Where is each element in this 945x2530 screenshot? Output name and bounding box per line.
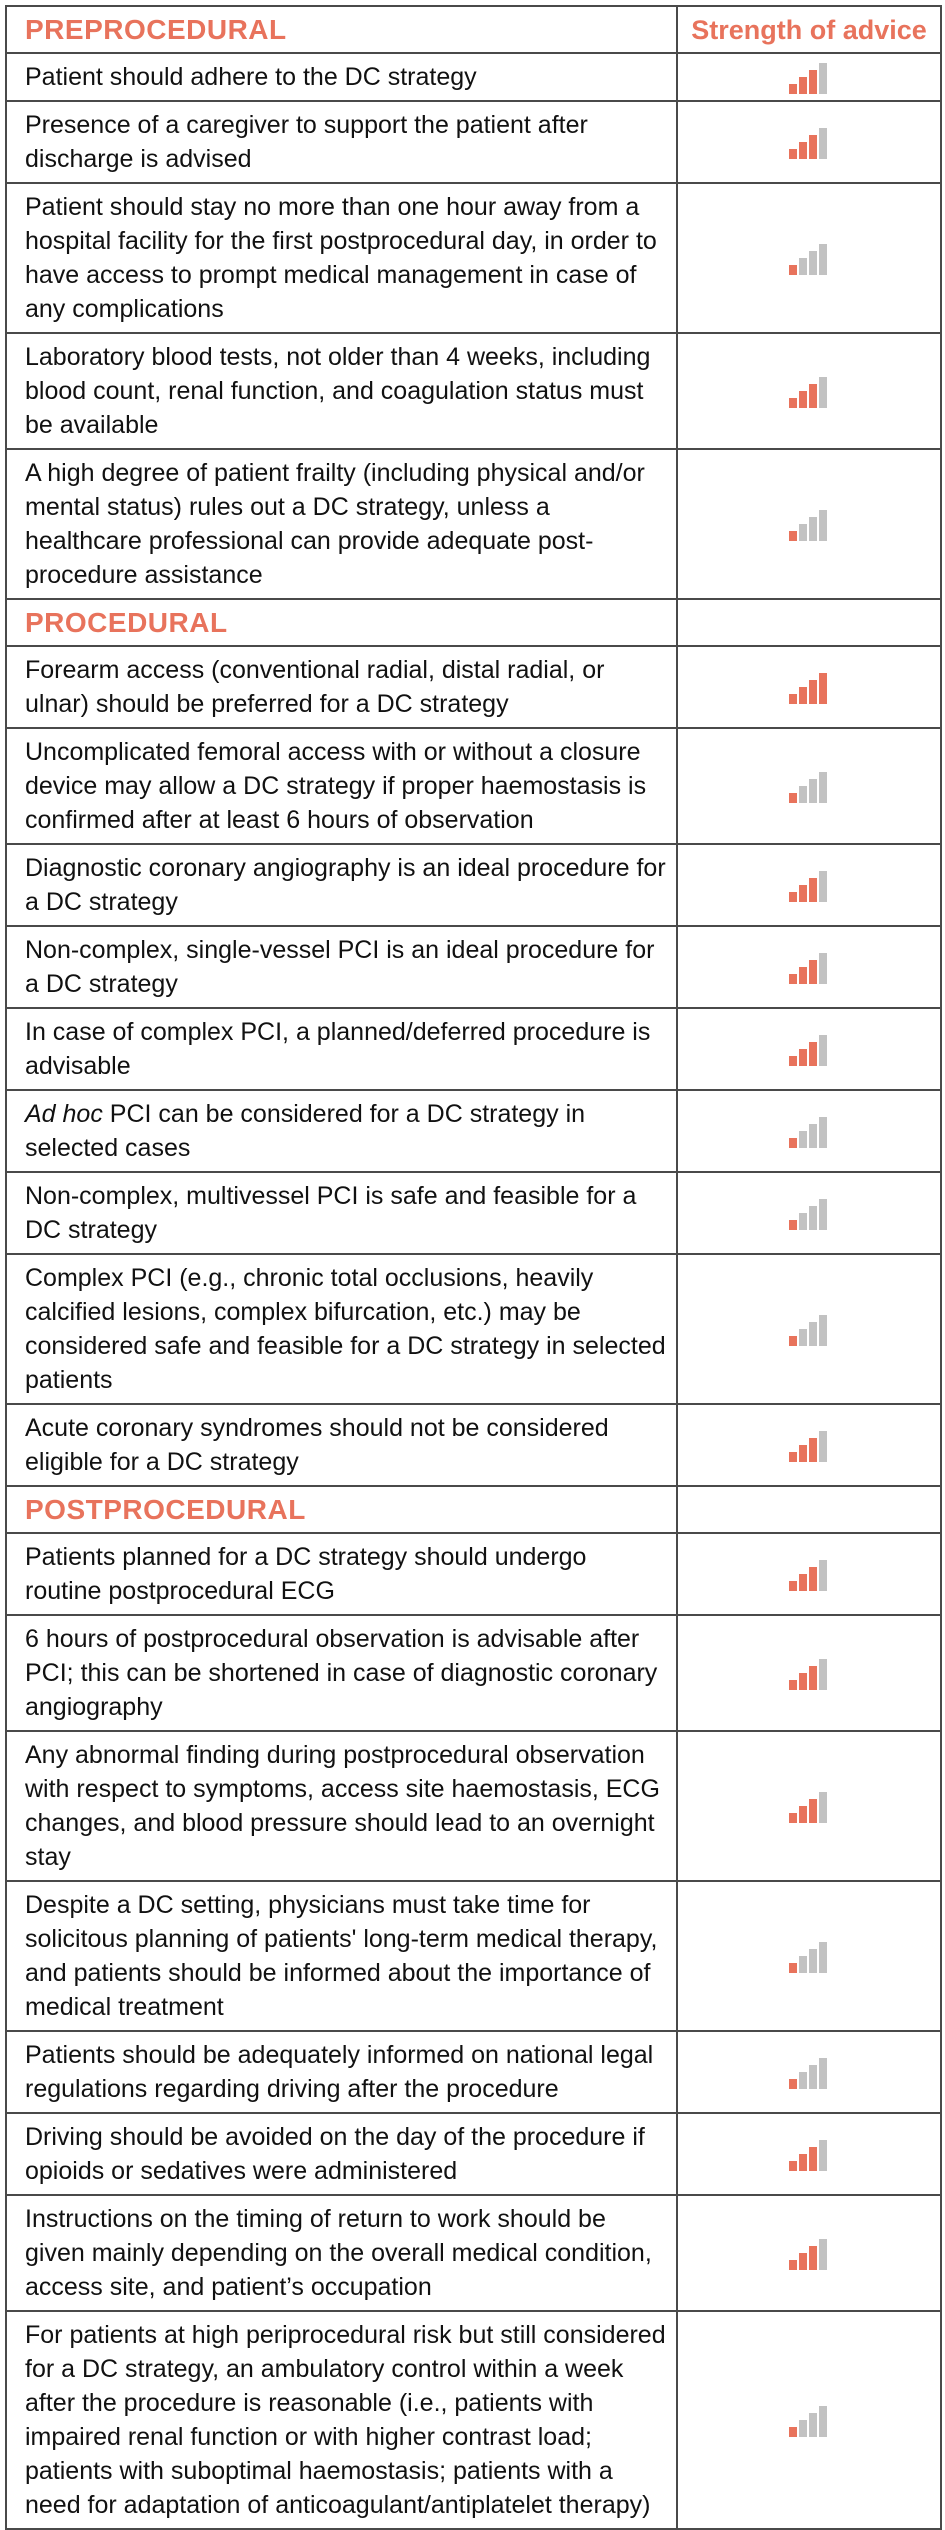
strength-bar bbox=[799, 2253, 807, 2270]
recommendation-body: Presence of a caregiver to support the patient after discharge is advised bbox=[25, 111, 588, 173]
recommendation-body: Despite a DC setting, physicians must take time for solicitous planning of patients' long-term medical therapy, and patients should be informed about the importance of medical treatment bbox=[25, 1891, 658, 2021]
recommendation-body: For patients at high periprocedural risk but still considered for a DC strategy, an ambulatory control within a week after the procedure is reasonable (i.e., patients with impaired renal function or with higher contrast load; patients with suboptimal haemostasis; patients with a need for adaptation of anticoagulant/antiplatelet therapy) bbox=[25, 2321, 666, 2519]
recommendation-cell bbox=[6, 2031, 677, 2113]
recommendation-text bbox=[25, 108, 666, 176]
strength-bars-icon bbox=[789, 242, 829, 276]
recommendation-text bbox=[25, 653, 666, 721]
strength-cell bbox=[677, 53, 941, 101]
section-header-row bbox=[6, 6, 941, 53]
strength-bars-icon bbox=[789, 1033, 829, 1067]
strength-cell bbox=[677, 926, 941, 1008]
recommendations-table bbox=[5, 5, 942, 2530]
recommendations-table-container bbox=[5, 5, 940, 2530]
table-row bbox=[6, 646, 941, 728]
recommendation-text bbox=[25, 60, 666, 94]
strength-bar bbox=[789, 974, 797, 984]
strength-bar bbox=[799, 1131, 807, 1148]
table-row bbox=[6, 1404, 941, 1486]
strength-bars-icon bbox=[789, 671, 829, 705]
strength-cell bbox=[677, 1090, 941, 1172]
recommendation-body: PCI can be considered for a DC strategy in selected cases bbox=[25, 1100, 586, 1162]
strength-bar bbox=[809, 960, 817, 984]
section-title: PROCEDURAL bbox=[25, 606, 228, 638]
recommendation-text bbox=[25, 340, 666, 442]
strength-bar bbox=[809, 1042, 817, 1066]
strength-bars-icon bbox=[789, 2056, 829, 2090]
strength-bar bbox=[789, 2161, 797, 2171]
strength-bar bbox=[789, 398, 797, 408]
strength-bar bbox=[809, 251, 817, 275]
strength-bar bbox=[799, 391, 807, 408]
recommendation-cell bbox=[6, 1254, 677, 1404]
strength-bar bbox=[799, 1673, 807, 1690]
table-row bbox=[6, 2195, 941, 2311]
table-row bbox=[6, 2031, 941, 2113]
recommendation-cell bbox=[6, 1172, 677, 1254]
strength-bar bbox=[789, 2427, 797, 2437]
strength-bar bbox=[799, 2420, 807, 2437]
recommendation-body: Non-complex, multivessel PCI is safe and feasible for a DC strategy bbox=[25, 1182, 637, 1244]
strength-cell bbox=[677, 333, 941, 449]
strength-bars-icon bbox=[789, 1115, 829, 1149]
strength-bar bbox=[789, 1220, 797, 1230]
strength-bar bbox=[819, 772, 827, 803]
strength-cell bbox=[677, 1254, 941, 1404]
recommendation-text bbox=[25, 735, 666, 837]
strength-bar bbox=[799, 1049, 807, 1066]
strength-cell bbox=[677, 2195, 941, 2311]
strength-header-cell bbox=[677, 599, 941, 646]
recommendation-text bbox=[25, 2318, 666, 2522]
strength-bar bbox=[789, 1452, 797, 1462]
strength-bar bbox=[789, 531, 797, 541]
strength-bar bbox=[809, 384, 817, 408]
section-title-cell bbox=[6, 6, 677, 53]
recommendation-cell bbox=[6, 333, 677, 449]
strength-bar bbox=[819, 1792, 827, 1823]
section-title-cell bbox=[6, 1486, 677, 1533]
recommendation-cell bbox=[6, 53, 677, 101]
table-row bbox=[6, 1731, 941, 1881]
strength-bar bbox=[809, 1799, 817, 1823]
table-row bbox=[6, 2311, 941, 2529]
strength-bar bbox=[799, 1329, 807, 1346]
section-header-row bbox=[6, 599, 941, 646]
recommendation-body: In case of complex PCI, a planned/deferred procedure is advisable bbox=[25, 1018, 651, 1080]
recommendation-text bbox=[25, 1888, 666, 2024]
recommendation-body: Non-complex, single-vessel PCI is an ideal procedure for a DC strategy bbox=[25, 936, 655, 998]
strength-bar bbox=[789, 265, 797, 275]
strength-bars-icon bbox=[789, 61, 829, 95]
recommendation-body: Patients planned for a DC strategy should undergo routine postprocedural ECG bbox=[25, 1543, 587, 1605]
table-row bbox=[6, 449, 941, 599]
strength-bar bbox=[819, 673, 827, 704]
strength-bar bbox=[789, 149, 797, 159]
strength-bar bbox=[789, 1336, 797, 1346]
recommendation-cell bbox=[6, 449, 677, 599]
strength-bar bbox=[809, 1206, 817, 1230]
recommendation-text bbox=[25, 1179, 666, 1247]
strength-bar bbox=[819, 1659, 827, 1690]
table-body bbox=[6, 6, 941, 2529]
recommendation-body: Acute coronary syndromes should not be considered eligible for a DC strategy bbox=[25, 1414, 609, 1476]
recommendation-body: Complex PCI (e.g., chronic total occlusions, heavily calcified lesions, complex bifurcation, etc.) may be considered safe and feasible for a DC strategy in selected patients bbox=[25, 1264, 666, 1394]
table-row bbox=[6, 183, 941, 333]
recommendation-text bbox=[25, 1261, 666, 1397]
strength-cell bbox=[677, 1881, 941, 2031]
recommendation-text bbox=[25, 1540, 666, 1608]
strength-bar bbox=[789, 1581, 797, 1591]
strength-bar bbox=[809, 2147, 817, 2171]
strength-bar bbox=[819, 2058, 827, 2089]
table-row bbox=[6, 1090, 941, 1172]
strength-bar bbox=[809, 1567, 817, 1591]
recommendation-text bbox=[25, 1738, 666, 1874]
table-row bbox=[6, 101, 941, 183]
strength-cell bbox=[677, 646, 941, 728]
recommendation-cell bbox=[6, 926, 677, 1008]
strength-bars-icon bbox=[789, 2404, 829, 2438]
strength-bar bbox=[809, 1124, 817, 1148]
strength-bars-icon bbox=[789, 375, 829, 409]
strength-cell bbox=[677, 728, 941, 844]
recommendation-body: Driving should be avoided on the day of the procedure if opioids or sedatives were administered bbox=[25, 2123, 645, 2185]
strength-bar bbox=[809, 779, 817, 803]
strength-bar bbox=[819, 63, 827, 94]
recommendation-text bbox=[25, 851, 666, 919]
strength-bar bbox=[819, 128, 827, 159]
strength-bar bbox=[809, 1949, 817, 1973]
recommendation-cell bbox=[6, 2311, 677, 2529]
table-row bbox=[6, 844, 941, 926]
strength-bar bbox=[799, 142, 807, 159]
strength-bar bbox=[809, 1438, 817, 1462]
strength-bar bbox=[819, 1199, 827, 1230]
strength-bar bbox=[789, 1963, 797, 1973]
strength-bar bbox=[789, 1680, 797, 1690]
strength-cell bbox=[677, 844, 941, 926]
strength-bars-icon bbox=[789, 1940, 829, 1974]
recommendation-body: Forearm access (conventional radial, distal radial, or ulnar) should be preferred for a DC strategy bbox=[25, 656, 605, 718]
strength-bar bbox=[819, 1315, 827, 1346]
recommendation-cell bbox=[6, 1404, 677, 1486]
strength-bar bbox=[799, 1574, 807, 1591]
strength-bar bbox=[799, 1956, 807, 1973]
recommendation-cell bbox=[6, 1533, 677, 1615]
table-row bbox=[6, 1881, 941, 2031]
strength-bar bbox=[809, 680, 817, 704]
strength-bar bbox=[789, 1813, 797, 1823]
strength-bars-icon bbox=[789, 1790, 829, 1824]
strength-cell bbox=[677, 101, 941, 183]
recommendation-body: Instructions on the timing of return to work should be given mainly depending on the overall medical condition, access site, and patient’s occupation bbox=[25, 2205, 652, 2301]
strength-bar bbox=[819, 1117, 827, 1148]
recommendation-cell bbox=[6, 844, 677, 926]
strength-cell bbox=[677, 2113, 941, 2195]
strength-bar bbox=[819, 1942, 827, 1973]
section-title-cell bbox=[6, 599, 677, 646]
recommendation-text bbox=[25, 1097, 666, 1165]
strength-cell bbox=[677, 449, 941, 599]
strength-bar bbox=[799, 524, 807, 541]
strength-bar bbox=[819, 2239, 827, 2270]
recommendation-cell bbox=[6, 2195, 677, 2311]
table-row bbox=[6, 1172, 941, 1254]
strength-bar bbox=[789, 84, 797, 94]
table-row bbox=[6, 2113, 941, 2195]
strength-bar bbox=[809, 878, 817, 902]
table-row bbox=[6, 926, 941, 1008]
strength-bar bbox=[819, 2406, 827, 2437]
strength-bar bbox=[809, 2246, 817, 2270]
recommendation-body: Patient should stay no more than one hour away from a hospital facility for the first postprocedural day, in order to have access to prompt medical management in case of any complications bbox=[25, 193, 657, 323]
recommendation-body: Uncomplicated femoral access with or without a closure device may allow a DC strategy if proper haemostasis is confirmed after at least 6 hours of observation bbox=[25, 738, 647, 834]
strength-cell bbox=[677, 2031, 941, 2113]
strength-bar bbox=[799, 1213, 807, 1230]
recommendation-text bbox=[25, 1015, 666, 1083]
strength-bars-icon bbox=[789, 1657, 829, 1691]
strength-bar bbox=[799, 1445, 807, 1462]
recommendation-cell bbox=[6, 101, 677, 183]
recommendation-cell bbox=[6, 1008, 677, 1090]
recommendation-text bbox=[25, 933, 666, 1001]
strength-cell bbox=[677, 1172, 941, 1254]
section-header-row bbox=[6, 1486, 941, 1533]
recommendation-cell bbox=[6, 1731, 677, 1881]
section-title: PREPROCEDURAL bbox=[25, 13, 287, 45]
strength-bar bbox=[799, 258, 807, 275]
recommendation-body: Diagnostic coronary angiography is an ideal procedure for a DC strategy bbox=[25, 854, 666, 916]
strength-bar bbox=[819, 244, 827, 275]
strength-header-cell bbox=[677, 6, 941, 53]
strength-bar bbox=[799, 77, 807, 94]
strength-bar bbox=[799, 786, 807, 803]
recommendation-cell bbox=[6, 2113, 677, 2195]
strength-bars-icon bbox=[789, 2237, 829, 2271]
strength-bar bbox=[809, 517, 817, 541]
recommendation-text bbox=[25, 456, 666, 592]
strength-cell bbox=[677, 1731, 941, 1881]
strength-bars-icon bbox=[789, 126, 829, 160]
strength-bar bbox=[809, 2413, 817, 2437]
table-row bbox=[6, 53, 941, 101]
strength-cell bbox=[677, 1533, 941, 1615]
strength-bars-icon bbox=[789, 508, 829, 542]
recommendation-text bbox=[25, 2202, 666, 2304]
strength-bars-icon bbox=[789, 869, 829, 903]
strength-bar bbox=[809, 135, 817, 159]
strength-cell bbox=[677, 183, 941, 333]
recommendation-text bbox=[25, 2120, 666, 2188]
strength-bar bbox=[789, 793, 797, 803]
strength-bar bbox=[819, 2140, 827, 2171]
strength-bars-icon bbox=[789, 951, 829, 985]
recommendation-cell bbox=[6, 728, 677, 844]
recommendation-cell bbox=[6, 1881, 677, 2031]
strength-bars-icon bbox=[789, 1429, 829, 1463]
strength-bar bbox=[809, 1322, 817, 1346]
strength-bar bbox=[789, 2260, 797, 2270]
strength-bar bbox=[789, 2079, 797, 2089]
recommendation-body: Any abnormal finding during postprocedural observation with respect to symptoms, access site haemostasis, ECG changes, and blood pressure should lead to an overnight stay bbox=[25, 1741, 660, 1871]
section-title: POSTPROCEDURAL bbox=[25, 1493, 306, 1525]
strength-bar bbox=[799, 2154, 807, 2171]
strength-bar bbox=[819, 510, 827, 541]
recommendation-body: Patients should be adequately informed on national legal regulations regarding driving after the procedure bbox=[25, 2041, 654, 2103]
recommendation-cell bbox=[6, 183, 677, 333]
table-row bbox=[6, 728, 941, 844]
strength-bar bbox=[799, 885, 807, 902]
strength-cell bbox=[677, 2311, 941, 2529]
recommendation-cell bbox=[6, 1615, 677, 1731]
recommendation-cell bbox=[6, 1090, 677, 1172]
strength-bar bbox=[819, 377, 827, 408]
strength-bar bbox=[799, 687, 807, 704]
table-row bbox=[6, 1254, 941, 1404]
recommendation-text bbox=[25, 2038, 666, 2106]
strength-bars-icon bbox=[789, 1558, 829, 1592]
strength-bars-icon bbox=[789, 1197, 829, 1231]
recommendation-body: Patient should adhere to the DC strategy bbox=[25, 63, 477, 91]
recommendation-body: Laboratory blood tests, not older than 4 weeks, including blood count, renal function, and coagulation status must be available bbox=[25, 343, 651, 439]
strength-bar bbox=[789, 1056, 797, 1066]
strength-bar bbox=[819, 1035, 827, 1066]
strength-cell bbox=[677, 1008, 941, 1090]
strength-bars-icon bbox=[789, 770, 829, 804]
strength-bar bbox=[819, 871, 827, 902]
strength-bar bbox=[789, 892, 797, 902]
recommendation-body: 6 hours of postprocedural observation is advisable after PCI; this can be shortened in case of diagnostic coronary angiography bbox=[25, 1625, 658, 1721]
strength-bar bbox=[809, 1666, 817, 1690]
strength-bar bbox=[799, 967, 807, 984]
strength-cell bbox=[677, 1404, 941, 1486]
recommendation-body: A high degree of patient frailty (including physical and/or mental status) rules out a DC strategy, unless a healthcare professional can provide adequate post-procedure assistance bbox=[25, 459, 645, 589]
strength-bars-icon bbox=[789, 2138, 829, 2172]
strength-header-cell bbox=[677, 1486, 941, 1533]
strength-cell bbox=[677, 1615, 941, 1731]
strength-bars-icon bbox=[789, 1313, 829, 1347]
recommendation-text bbox=[25, 1411, 666, 1479]
strength-bar bbox=[789, 694, 797, 704]
strength-bar bbox=[819, 1560, 827, 1591]
table-row bbox=[6, 1008, 941, 1090]
table-row bbox=[6, 333, 941, 449]
table-row bbox=[6, 1533, 941, 1615]
recommendation-text bbox=[25, 1622, 666, 1724]
recommendation-italic-prefix: Ad hoc bbox=[25, 1100, 103, 1128]
recommendation-cell bbox=[6, 646, 677, 728]
recommendation-text bbox=[25, 190, 666, 326]
strength-bar bbox=[819, 1431, 827, 1462]
strength-bar bbox=[789, 1138, 797, 1148]
strength-bar bbox=[799, 2072, 807, 2089]
table-row bbox=[6, 1615, 941, 1731]
strength-bar bbox=[809, 2065, 817, 2089]
strength-bar bbox=[819, 953, 827, 984]
strength-bar bbox=[799, 1806, 807, 1823]
strength-of-advice-header: Strength of advice bbox=[691, 14, 927, 45]
strength-bar bbox=[809, 70, 817, 94]
